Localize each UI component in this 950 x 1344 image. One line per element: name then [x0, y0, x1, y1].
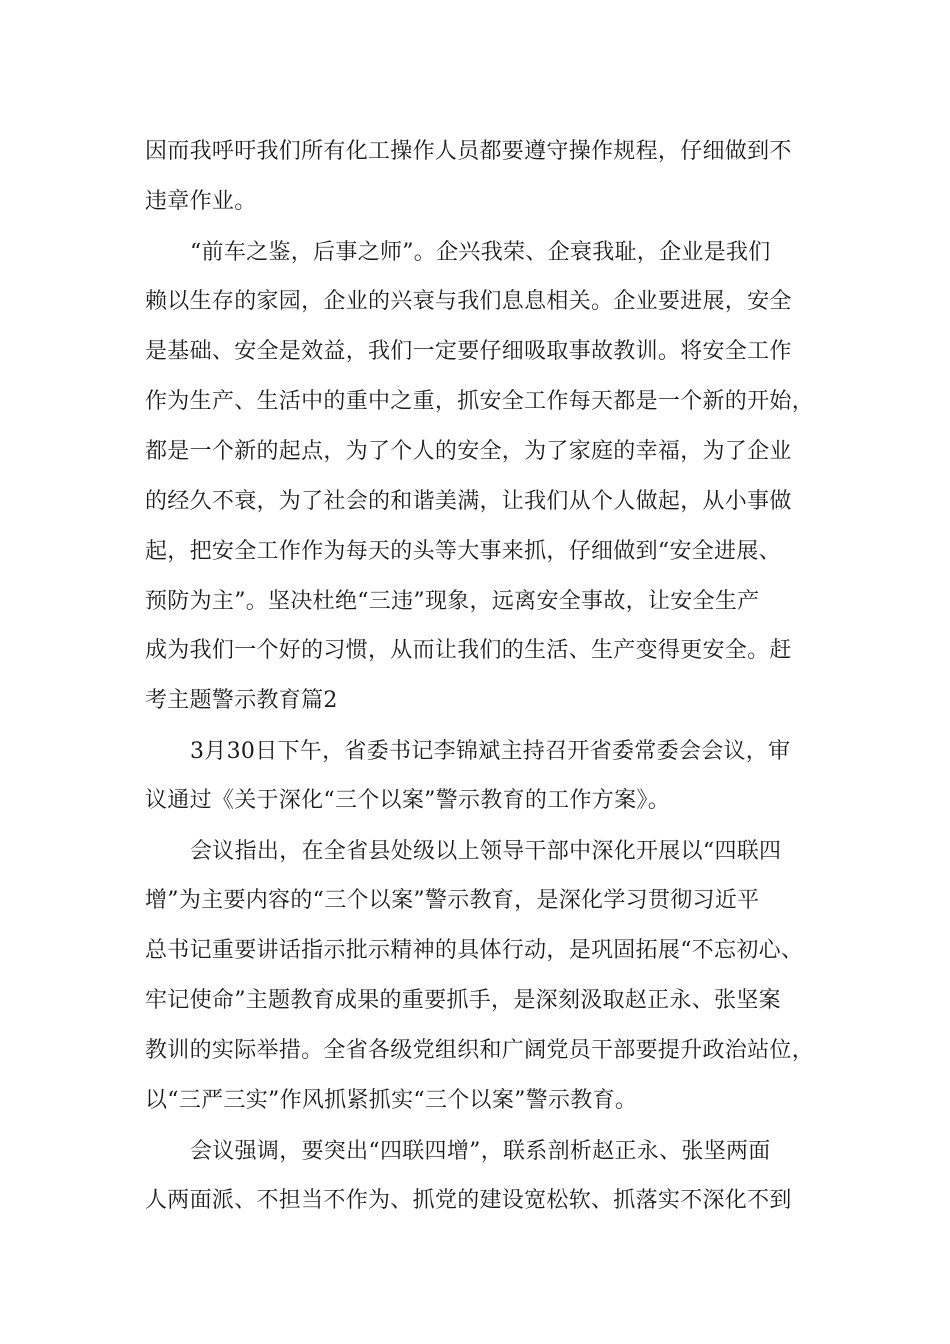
text-line: 议通过《关于深化“三个以案”警示教育的工作方案》。	[145, 788, 670, 813]
text-line: 牢记使命”主题教育成果的重要抓手，是深刻汲取赵正永、张坚案	[145, 988, 781, 1013]
text-line: 的经久不衰，为了社会的和谐美满，让我们从个人做起，从小事做	[145, 489, 792, 514]
text-line: 教训的实际举措。全省各级党组织和广阔党员干部要提升政治站位，	[145, 1038, 815, 1063]
text-line: 都是一个新的起点，为了个人的安全，为了家庭的幸福，为了企业	[145, 439, 792, 464]
text-line: 因而我呼吁我们所有化工操作人员都要遵守操作规程，仔细做到不	[145, 139, 792, 164]
text-line: 增”为主要内容的“三个以案”警示教育，是深化学习贯彻习近平	[145, 888, 760, 913]
text-line: 是基础、安全是效益，我们一定要仔细吸取事故教训。将安全工作	[145, 339, 792, 364]
text-line: 会议强调，要突出“四联四增”，联系剖析赵正永、张坚两面	[190, 1139, 771, 1164]
text-line: 起，把安全工作作为每天的头等大事来抓，仔细做到“安全进展、	[145, 539, 781, 564]
text-line: 总书记重要讲话指示批示精神的具体行动，是巩固拓展“不忘初心、	[145, 938, 804, 963]
text-line: 以“三严三实”作风抓紧抓实“三个以案”警示教育。	[145, 1088, 638, 1113]
text-line: 考主题警示教育篇2	[145, 688, 338, 713]
text-line: 预防为主”。坚决杜绝“三违”现象，远离安全事故，让安全生产	[145, 589, 760, 614]
text-line: 成为我们一个好的习惯，从而让我们的生活、生产变得更安全。赶	[145, 638, 792, 663]
text-line: 赖以生存的家园，企业的兴衰与我们息息相关。企业要进展，安全	[145, 289, 792, 314]
text-line: “前车之鉴，后事之师”。企兴我荣、企衰我耻，企业是我们	[190, 240, 771, 265]
text-line: 作为生产、生活中的重中之重，抓安全工作每天都是一个新的开始，	[145, 389, 815, 414]
text-line: 人两面派、不担当不作为、抓党的建设宽松软、抓落实不深化不到	[145, 1188, 792, 1213]
text-line: 会议指出，在全省县处级以上领导干部中深化开展以“四联四	[190, 839, 782, 864]
text-line: 违章作业。	[145, 189, 257, 214]
text-line: 3月30日下午，省委书记李锦斌主持召开省委常委会会议，审	[190, 739, 791, 764]
